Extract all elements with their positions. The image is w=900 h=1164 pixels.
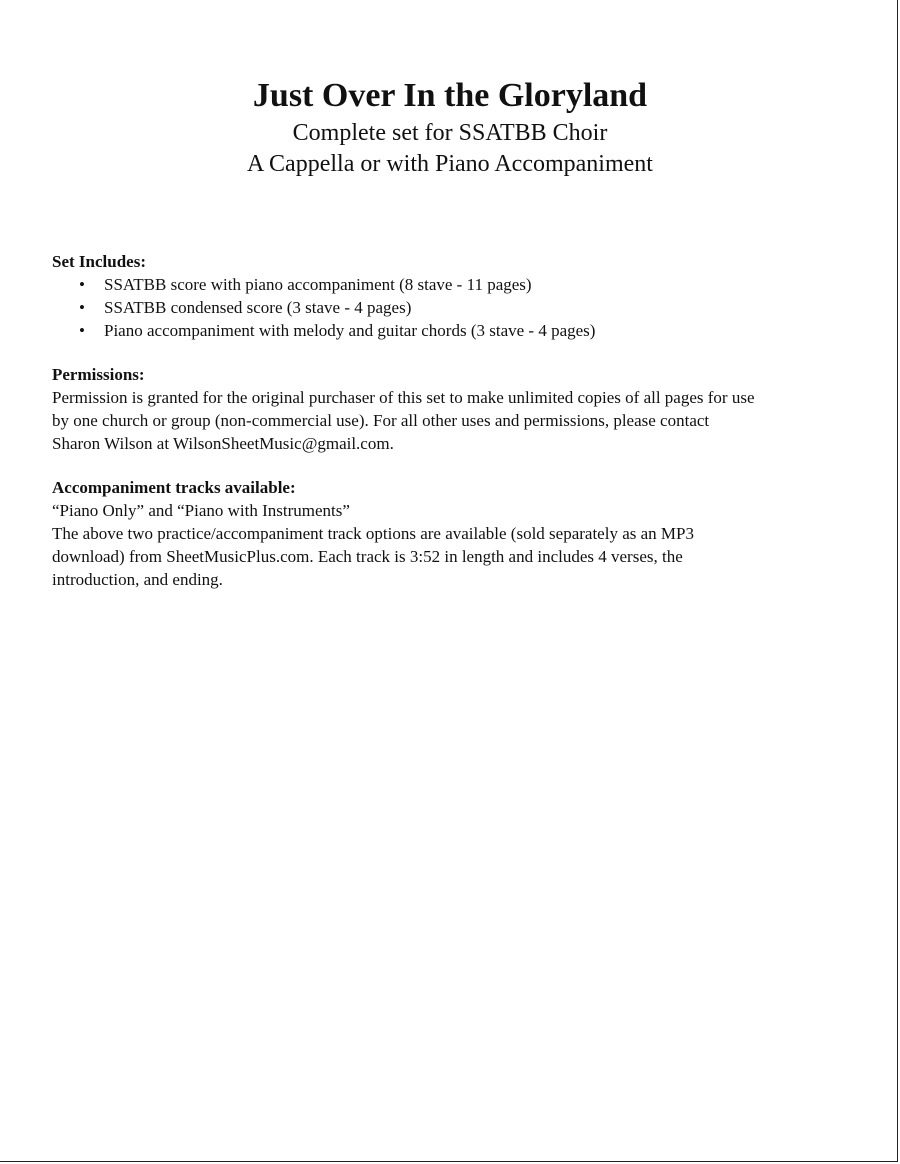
document-body xyxy=(52,250,852,612)
list-item xyxy=(79,319,852,342)
document-title: Just Over In the Gloryland xyxy=(252,77,648,114)
bullet-icon: • xyxy=(79,275,85,294)
document-subtitle-2: A Cappella or with Piano Accompaniment xyxy=(247,151,653,177)
list-item-text: SSATBB score with piano accompaniment (8 stave - 11 pages) xyxy=(104,275,532,294)
permissions-line: by one church or group (non-commercial use). For all other uses and permissions, please contact xyxy=(52,411,710,430)
list-item xyxy=(79,273,852,296)
bullet-icon: • xyxy=(79,298,85,317)
permissions-heading: Permissions: xyxy=(52,365,145,384)
set-includes-section xyxy=(52,250,852,342)
title-block xyxy=(0,74,900,180)
tracks-heading: Accompaniment tracks available: xyxy=(52,478,296,497)
list-item xyxy=(79,296,852,319)
permissions-section xyxy=(52,363,852,455)
tracks-line: introduction, and ending. xyxy=(52,570,223,589)
document-subtitle-1: Complete set for SSATBB Choir xyxy=(292,120,608,146)
bullet-icon: • xyxy=(79,321,85,340)
tracks-section xyxy=(52,476,852,591)
permissions-line: Permission is granted for the original purchaser of this set to make unlimited copies of all pages for use xyxy=(52,388,755,407)
permissions-line: Sharon Wilson at WilsonSheetMusic@gmail.com. xyxy=(52,434,394,453)
list-item-text: SSATBB condensed score (3 stave - 4 pages) xyxy=(104,298,412,317)
tracks-line: “Piano Only” and “Piano with Instruments” xyxy=(52,501,350,520)
set-includes-list xyxy=(52,273,852,342)
tracks-line: download) from SheetMusicPlus.com. Each track is 3:52 in length and includes 4 verses, the xyxy=(52,547,683,566)
list-item-text: Piano accompaniment with melody and guitar chords (3 stave - 4 pages) xyxy=(104,321,596,340)
set-includes-heading: Set Includes: xyxy=(52,252,146,271)
tracks-line: The above two practice/accompaniment track options are available (sold separately as an MP3 xyxy=(52,524,694,543)
